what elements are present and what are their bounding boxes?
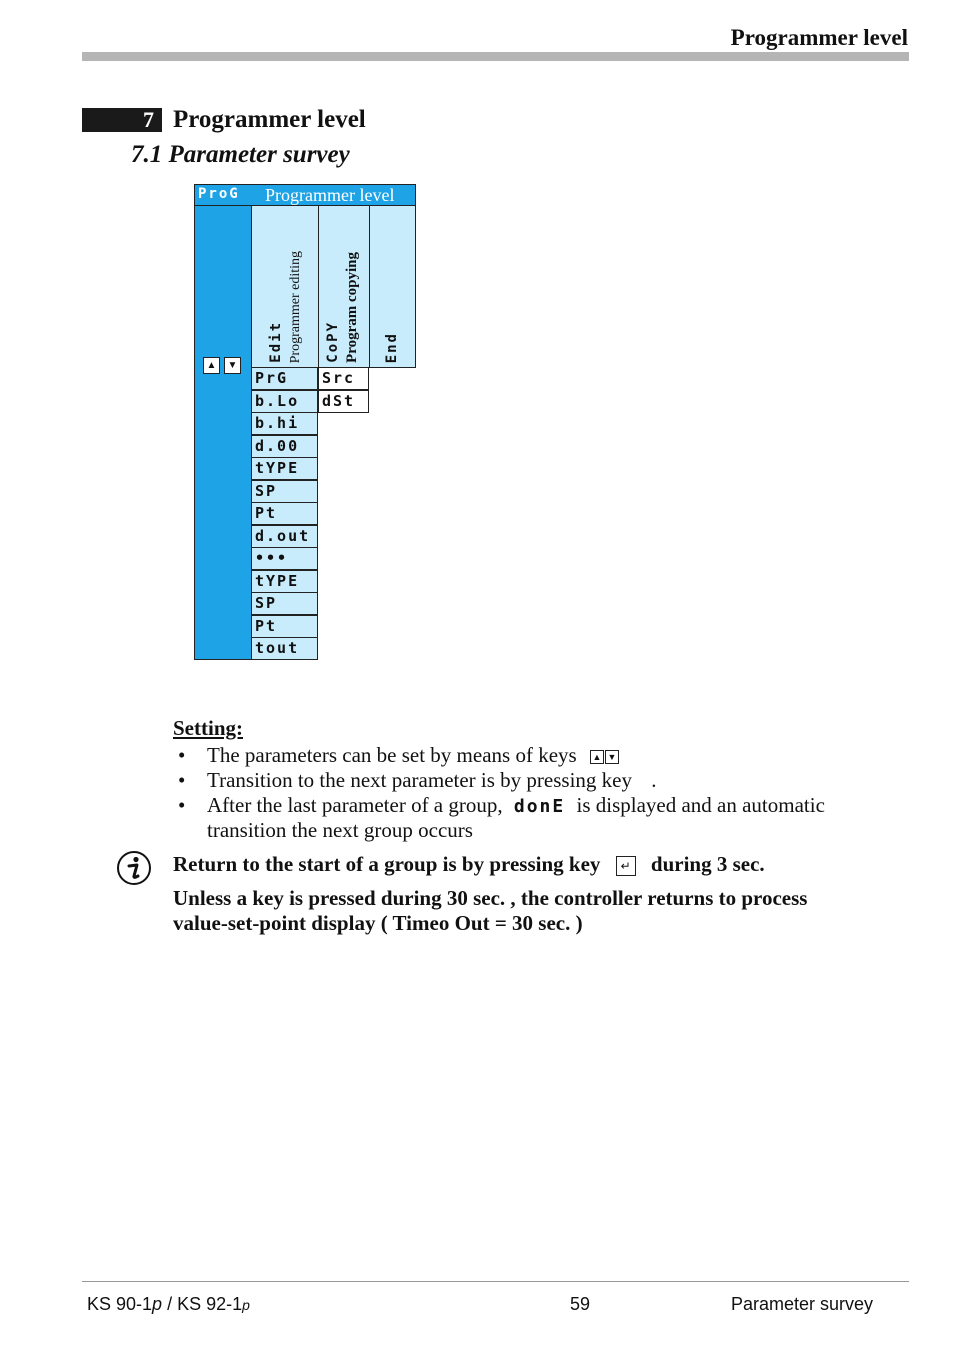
- setting-item-3-continued: transition the next group occurs: [207, 818, 473, 842]
- setting-item-2-trail: .: [651, 768, 657, 792]
- edit-label: Programmer editing: [288, 250, 303, 363]
- column-edit: [251, 205, 319, 368]
- up-down-keys-icon: [590, 743, 619, 767]
- footer-model-a: KS 90-1: [87, 1294, 153, 1314]
- done-code: donE: [513, 796, 566, 817]
- parameter-survey-diagram: [194, 184, 416, 660]
- column-end: [369, 205, 416, 368]
- prog-code: ProG: [198, 186, 240, 202]
- enter-key-icon: ↵: [616, 856, 636, 876]
- footer-page-number: 59: [570, 1294, 591, 1314]
- edit-code: Edit: [268, 321, 284, 363]
- param-cell: tYPE: [251, 570, 318, 593]
- footer-rule: [82, 1281, 909, 1282]
- header-rule: [82, 52, 909, 61]
- param-cell: tYPE: [251, 457, 318, 480]
- column-copy: [318, 205, 370, 368]
- param-cell: Pt: [251, 502, 318, 525]
- section-number: 7: [82, 108, 162, 132]
- copy-label: Program copying: [344, 252, 360, 363]
- up-key-icon: ▲: [203, 357, 220, 374]
- footer-model-mid: / KS 92-1: [162, 1294, 243, 1314]
- note-line-1: [173, 852, 765, 877]
- param-cell: SP: [251, 592, 318, 615]
- setting-item-2-text: Transition to the next parameter is by pressing key: [207, 768, 632, 792]
- footer-model-p1: p: [152, 1294, 163, 1314]
- param-cell: PrG: [251, 367, 318, 390]
- param-cell: d.00: [251, 435, 318, 458]
- param-cell: b.hi: [251, 412, 318, 435]
- copy-code: CoPY: [325, 321, 341, 363]
- param-cell: SP: [251, 480, 318, 503]
- programmer-level-label: Programmer level: [265, 185, 395, 205]
- section-title: Programmer level: [173, 106, 366, 133]
- copy-param-cell: Src: [318, 367, 369, 390]
- setting-heading: Setting:: [173, 716, 243, 740]
- bullet: •: [178, 768, 186, 792]
- setting-item-1-text: The parameters can be set by means of keys: [207, 743, 577, 767]
- down-key-icon: ▼: [224, 357, 241, 374]
- setting-item-3-text-b: is displayed and an automatic: [576, 793, 825, 817]
- footer-model-p2: p: [242, 1297, 250, 1313]
- down-key-icon: ▼: [605, 750, 619, 764]
- setting-item-1: [207, 743, 619, 768]
- footer-model: [87, 1294, 250, 1315]
- param-cell: tout: [251, 637, 318, 660]
- param-cell: •••: [251, 547, 318, 570]
- note-line-3: value-set-point display ( Timeo Out = 30 sec. ): [173, 911, 583, 935]
- setting-item-3: [207, 793, 825, 818]
- end-code: End: [384, 331, 400, 363]
- bullet: •: [178, 743, 186, 767]
- subsection-title: 7.1 Parameter survey: [131, 141, 350, 168]
- note-line-1-a: Return to the start of a group is by pressing key: [173, 852, 601, 876]
- info-icon: [116, 850, 152, 886]
- note-line-2: Unless a key is pressed during 30 sec. , the controller returns to process: [173, 886, 808, 910]
- bullet: •: [178, 793, 186, 817]
- setting-item-2: [207, 768, 656, 793]
- setting-item-3-text-a: After the last parameter of a group,: [207, 793, 503, 817]
- param-cell: b.Lo: [251, 390, 318, 413]
- copy-param-cell: dSt: [318, 390, 369, 413]
- up-key-icon: ▲: [590, 750, 604, 764]
- diagram-top-bar: [194, 184, 416, 206]
- diagram-left-column: [194, 205, 252, 660]
- param-cell: d.out: [251, 525, 318, 548]
- header-title: Programmer level: [730, 25, 908, 50]
- footer-section: Parameter survey: [731, 1294, 874, 1314]
- param-cell: Pt: [251, 615, 318, 638]
- note-line-1-b: during 3 sec.: [650, 852, 765, 876]
